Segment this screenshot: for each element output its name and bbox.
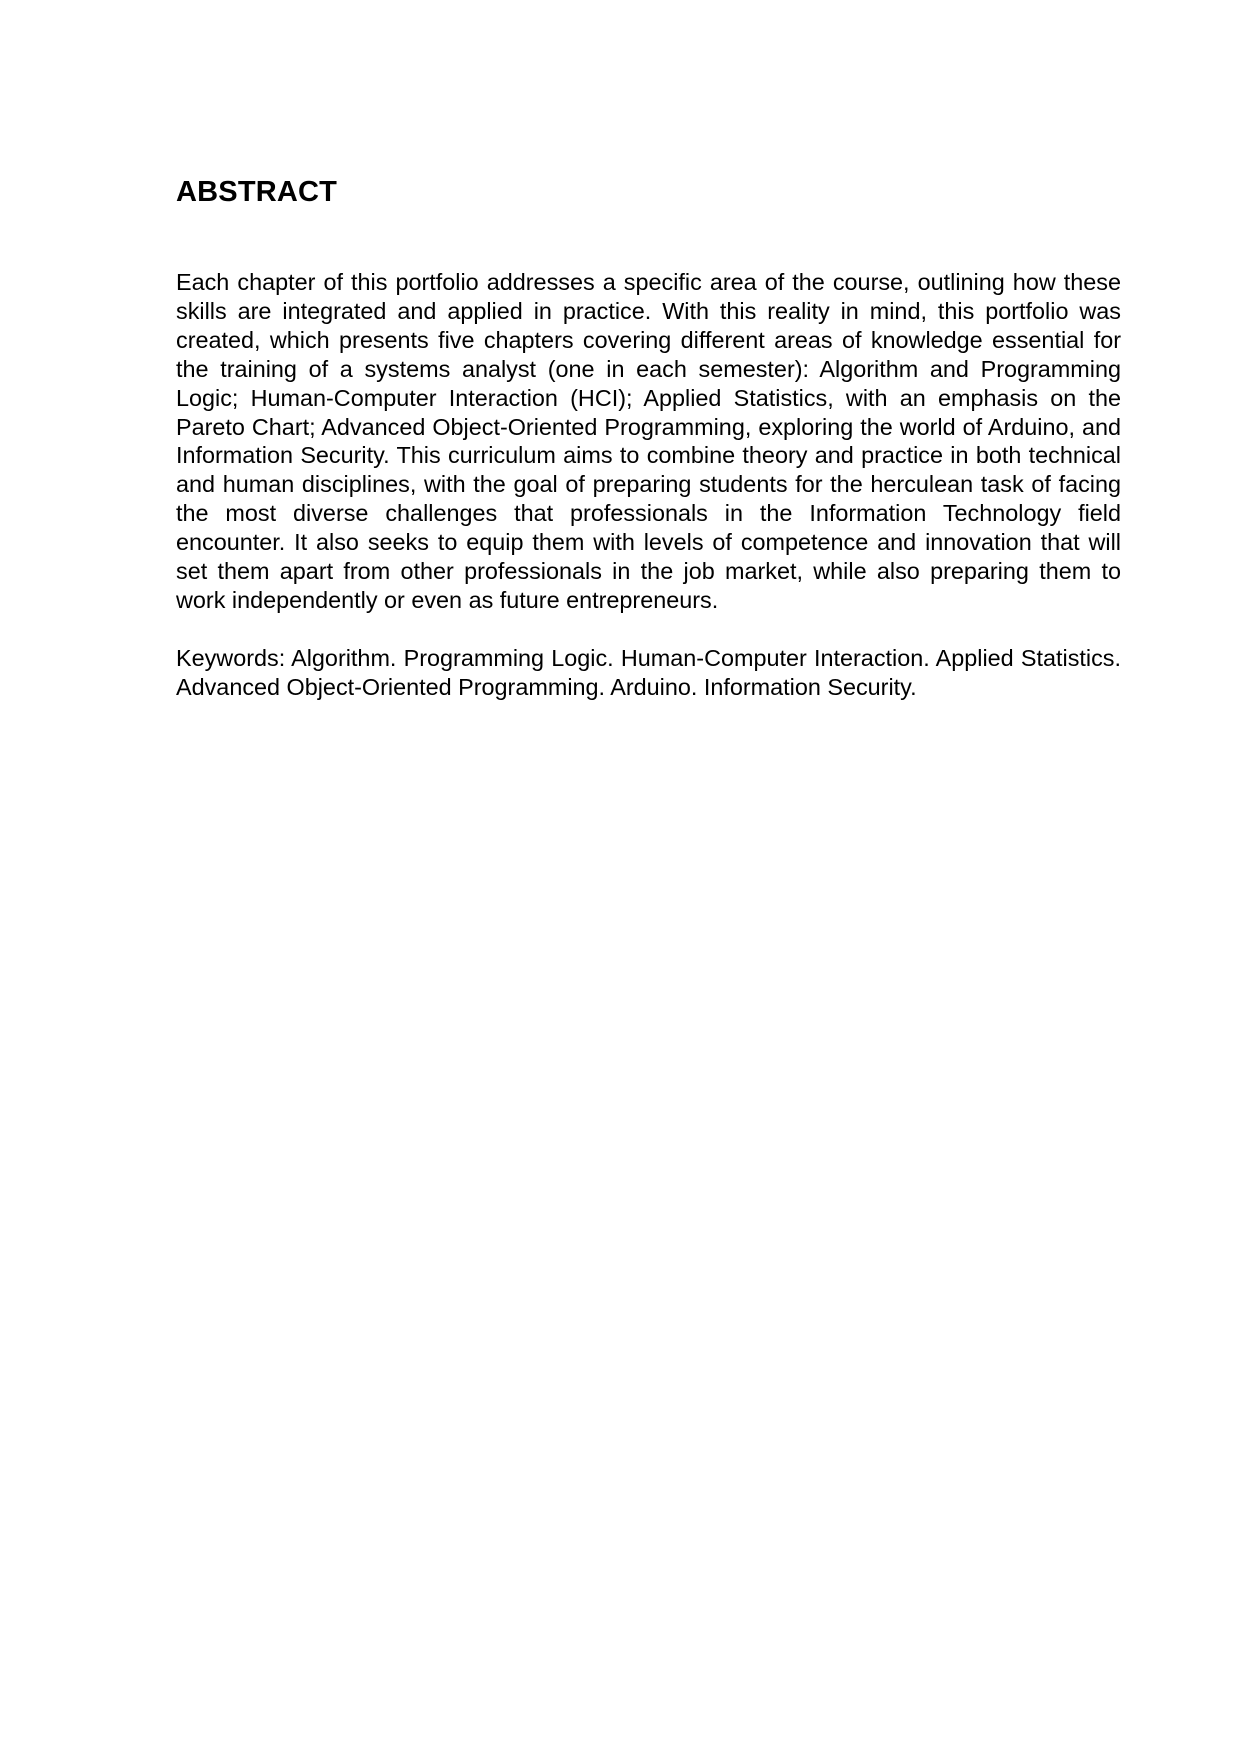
abstract-heading: ABSTRACT — [176, 176, 338, 208]
keywords-paragraph: Keywords: Algorithm. Programming Logic. Human-Computer Interaction. Applied Statistics. Advanced Object-Oriented Programming. Arduino. Information Security. — [176, 644, 1121, 700]
abstract-section — [176, 174, 1121, 702]
abstract-body: Each chapter of this portfolio addresses a specific area of the course, outlining how these skills are integrated and applied in practice. With this reality in mind, this portfolio was created, which presents five chapters covering different areas of knowledge essential for the training of a systems analyst (one in each semester): Algorithm and Programming Logic; Human-Computer Interaction (HCI); Applied Statistics, with an emphasis on the Pareto Chart; Advanced Object-Oriented Programming, exploring the world of Arduino, and Information Security. This curriculum aims to combine theory and practice in both technical and human disciplines, with the goal of preparing students for the herculean task of facing the most diverse challenges that professionals in the Information Technology field encounter. It also seeks to equip them with levels of competence and innovation that will set them apart from other professionals in the job market, while also preparing them to work independently or even as future entrepreneurs. — [176, 269, 1121, 613]
